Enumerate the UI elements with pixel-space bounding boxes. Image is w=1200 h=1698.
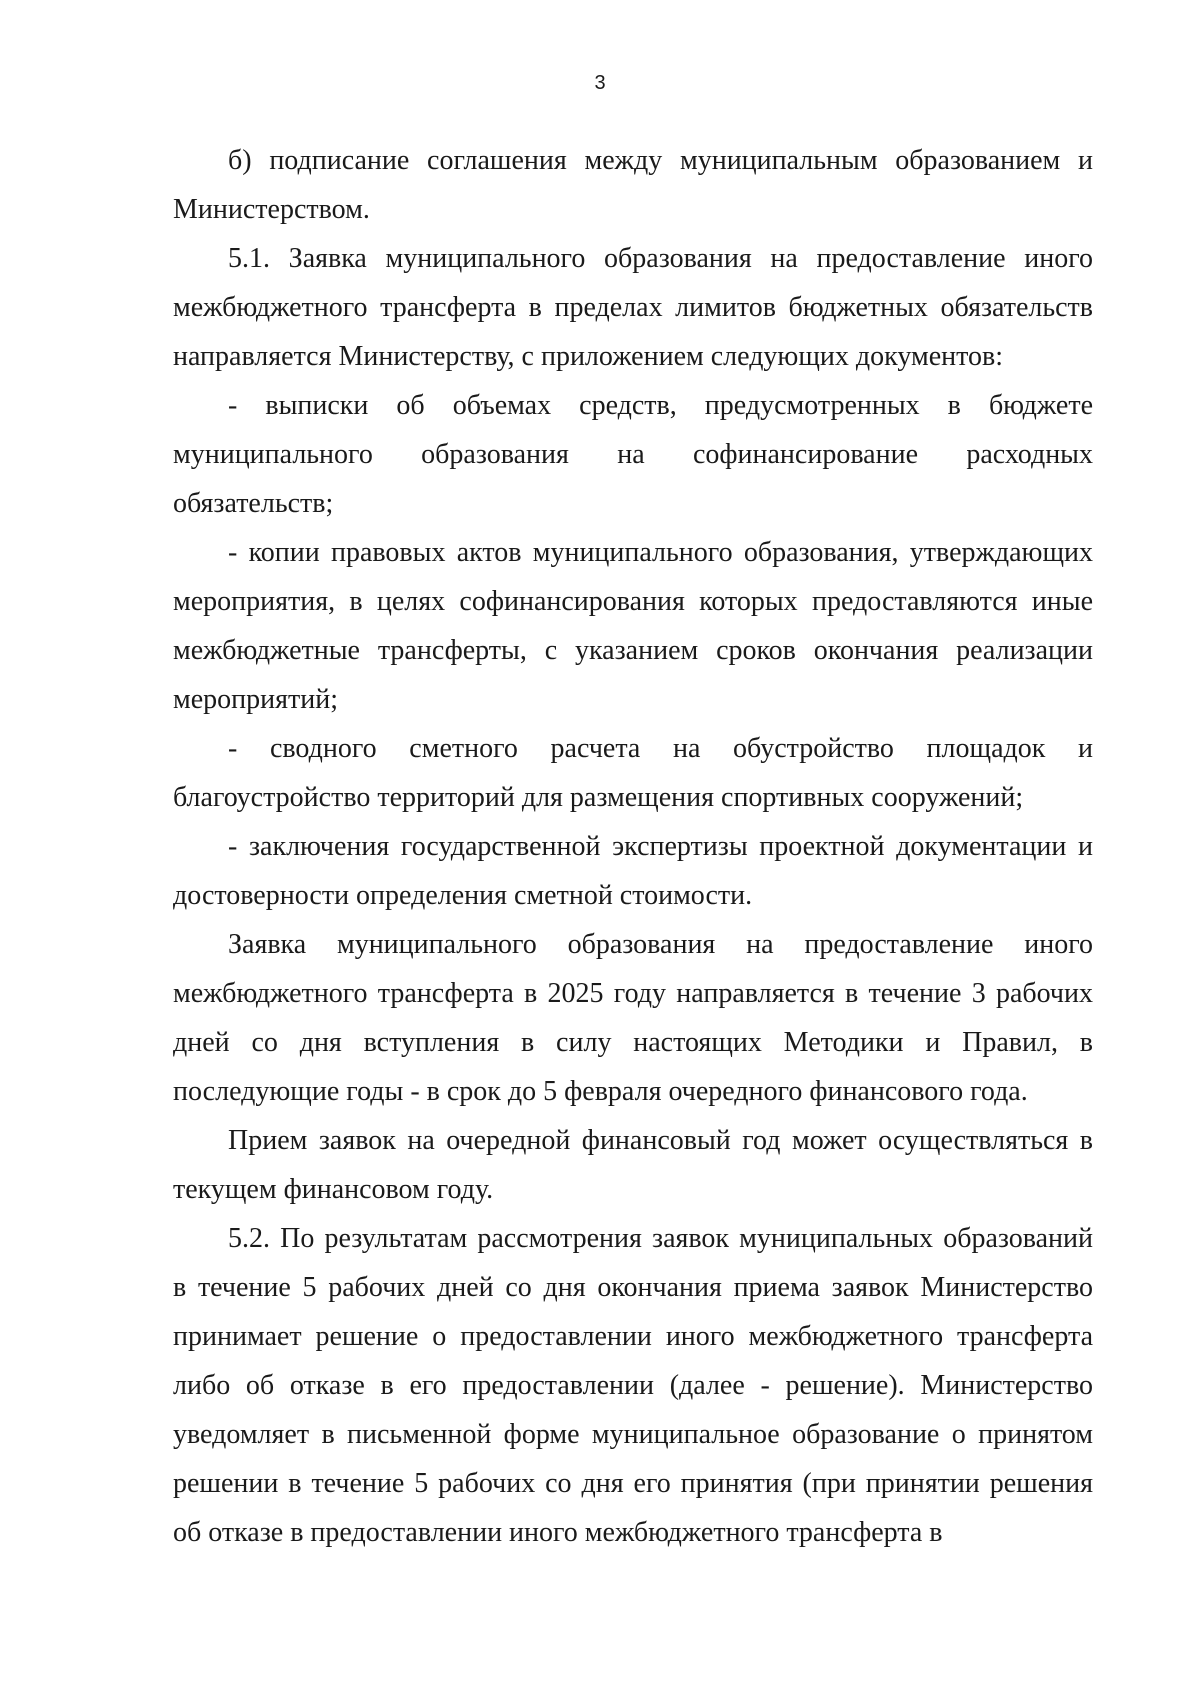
page-number: 3: [594, 72, 606, 94]
paragraph-application-current-year: Прием заявок на очередной финансовый год может осуществляться в текущем финансовом году.: [173, 1125, 1093, 1205]
paragraph-5-1-application: 5.1. Заявка муниципального образования на предоставление иного межбюджетного трансферта в пределах лимитов бюджетных обязательств направляется Министерству, с приложением следующих документов:: [173, 243, 1093, 372]
paragraph-signing-agreement: б) подписание соглашения между муниципальным образованием и Министерством.: [173, 145, 1093, 225]
paragraph-application-deadline: Заявка муниципального образования на предоставление иного межбюджетного трансферта в 2025 году направляется в течение 3 рабочих дней со дня вступления в силу настоящих Методики и Правил, в последующие годы - в срок до 5 февраля очередного финансового года.: [173, 929, 1093, 1107]
list-item-estimate-calculation: - сводного сметного расчета на обустройство площадок и благоустройство территорий для размещения спортивных сооружений;: [173, 733, 1093, 813]
document-body: [173, 136, 1093, 1557]
paragraph-5-2-decision: 5.2. По результатам рассмотрения заявок муниципальных образований в течение 5 рабочих дней со дня окончания приема заявок Министерство принимает решение о предоставлении иного межбюджетного трансферта либо об отказе в его предоставлении (далее - решение). Министерство уведомляет в письменной форме муниципальное образование о принятом решении в течение 5 рабочих со дня его принятия (при принятии решения об отказе в предоставлении иного межбюджетного трансферта в: [173, 1223, 1093, 1548]
list-item-state-expertise: - заключения государственной экспертизы проектной документации и достоверности определения сметной стоимости.: [173, 831, 1093, 911]
list-item-budget-extracts: - выписки об объемах средств, предусмотренных в бюджете муниципального образования на софинансирование расходных обязательств;: [173, 390, 1093, 519]
list-item-legal-acts-copies: - копии правовых актов муниципального образования, утверждающих мероприятия, в целях софинансирования которых предоставляются иные межбюджетные трансферты, с указанием сроков окончания реализации мероприятий;: [173, 537, 1093, 715]
